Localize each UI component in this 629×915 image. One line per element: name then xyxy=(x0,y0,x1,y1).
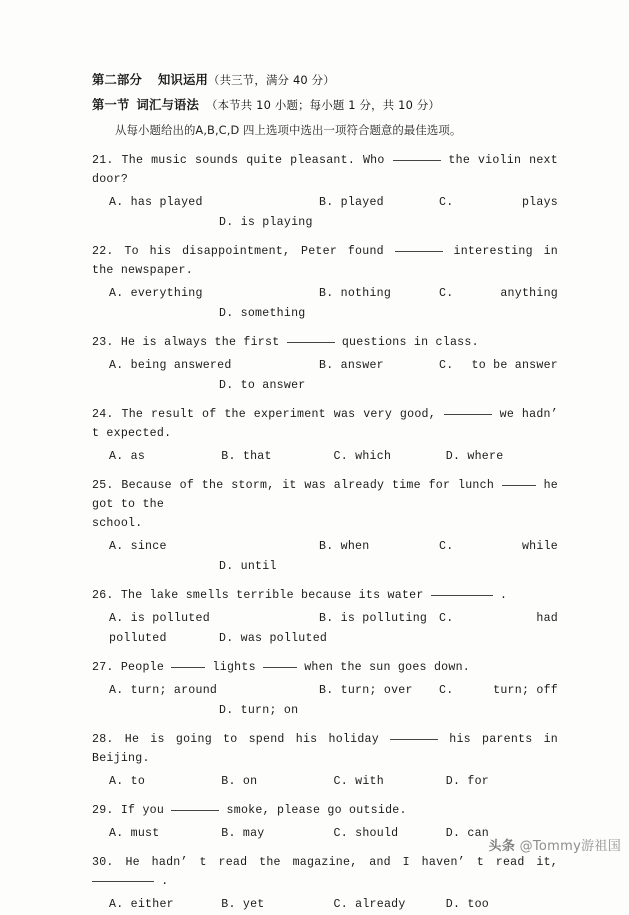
option-wrap-row xyxy=(92,629,558,649)
stem-after: . xyxy=(161,875,169,888)
stem-after: the violin next door? xyxy=(92,154,558,186)
stem-after: . xyxy=(500,589,508,602)
answer-blank xyxy=(287,342,335,343)
option-row xyxy=(92,681,558,701)
question-number: 29. xyxy=(92,804,114,817)
option-d[interactable]: D. until xyxy=(219,560,277,573)
answer-blank xyxy=(431,595,493,596)
option-b[interactable]: B. may xyxy=(221,827,265,840)
stem-before: People xyxy=(120,661,165,674)
option-c-text: to be answer xyxy=(471,359,558,372)
option-c-text: anything xyxy=(500,287,558,300)
option-row xyxy=(92,609,558,629)
option-c-label: C. xyxy=(439,287,454,300)
part-heading-label: 第二部分 xyxy=(92,73,142,87)
option-c-label: C. xyxy=(439,359,454,372)
question-number: 26. xyxy=(92,589,114,602)
stem-after: questions in class. xyxy=(341,336,479,349)
watermark-source: 头条 xyxy=(488,839,516,854)
stem-before: He is always the first xyxy=(120,336,280,349)
option-b[interactable]: B. turn; over xyxy=(319,684,413,697)
stem-before: Because of the storm, it was already time for lunch xyxy=(121,479,495,492)
question-number: 30. xyxy=(92,856,114,869)
option-d[interactable]: D. something xyxy=(219,307,306,320)
option-row xyxy=(92,772,558,792)
option-c[interactable] xyxy=(439,681,558,701)
question-number: 27. xyxy=(92,661,114,674)
question-stem xyxy=(92,476,558,514)
question-30 xyxy=(92,853,558,915)
question-stem xyxy=(92,658,558,677)
option-c[interactable] xyxy=(439,356,558,376)
option-c[interactable] xyxy=(439,284,558,304)
option-b[interactable]: B. when xyxy=(319,540,370,553)
option-d[interactable]: D. was polluted xyxy=(219,632,328,645)
option-row xyxy=(92,895,558,915)
answer-blank xyxy=(390,739,438,740)
stem-continuation: school. xyxy=(92,517,143,530)
option-c-label: C. xyxy=(439,684,454,697)
question-25 xyxy=(92,476,558,577)
watermark-handle: @Tommy游祖国 xyxy=(519,839,621,854)
question-24 xyxy=(92,405,558,467)
option-b[interactable]: B. answer xyxy=(319,359,384,372)
stem-after: interesting in the newspaper. xyxy=(92,245,558,277)
answer-blank xyxy=(92,881,154,882)
section-heading-title: 词汇与语法 xyxy=(136,98,199,112)
question-23 xyxy=(92,333,558,396)
stem-after: smoke, please go outside. xyxy=(226,804,407,817)
option-c[interactable]: C. with xyxy=(333,775,384,788)
question-stem xyxy=(92,853,558,891)
question-26 xyxy=(92,586,558,649)
option-c-label: C. xyxy=(439,540,454,553)
answer-blank-2 xyxy=(263,667,297,668)
question-number: 25. xyxy=(92,479,114,492)
option-c-label: C. xyxy=(439,196,454,209)
option-a[interactable]: A. everything xyxy=(109,287,203,300)
option-c[interactable]: C. already xyxy=(333,898,406,911)
section-heading-meta: （本节共 10 小题；每小题 1 分，共 10 分） xyxy=(206,98,441,112)
option-c-text: turn; off xyxy=(493,684,558,697)
option-a[interactable]: A. has played xyxy=(109,196,203,209)
question-stem xyxy=(92,333,558,352)
option-d[interactable]: D. to answer xyxy=(219,379,306,392)
watermark xyxy=(489,835,621,854)
question-number: 22. xyxy=(92,245,114,258)
stem-before: To his disappointment, Peter found xyxy=(124,245,384,258)
question-number: 23. xyxy=(92,336,114,349)
option-b[interactable]: B. played xyxy=(319,196,384,209)
answer-blank xyxy=(171,810,219,811)
option-row xyxy=(92,356,558,376)
option-c-continuation: polluted xyxy=(109,632,167,645)
question-number: 28. xyxy=(92,733,114,746)
option-c[interactable]: C. should xyxy=(333,827,399,840)
option-d[interactable]: D. for xyxy=(445,775,489,788)
question-22 xyxy=(92,242,558,324)
question-stem xyxy=(92,405,558,443)
option-b[interactable]: B. that xyxy=(221,450,272,463)
option-a[interactable]: A. must xyxy=(109,827,160,840)
option-d[interactable]: D. is playing xyxy=(219,216,313,229)
question-stem xyxy=(92,586,558,605)
question-27 xyxy=(92,658,558,721)
option-c-text: while xyxy=(521,540,558,553)
stem-before: He hadn’ t read the magazine, and I haven’ t read it, xyxy=(125,856,558,869)
option-d[interactable]: D. turn; on xyxy=(219,704,299,717)
question-21 xyxy=(92,151,558,233)
stem-after: he got to the xyxy=(92,479,559,511)
answer-blank xyxy=(444,414,492,415)
option-a[interactable]: A. to xyxy=(109,775,146,788)
option-row xyxy=(92,447,558,467)
option-c[interactable] xyxy=(439,537,558,557)
section-heading-label: 第一节 xyxy=(92,98,130,112)
instruction-text: 从每小题给出的A,B,C,D 四上选项中选出一项符合题意的最佳选项。 xyxy=(115,123,462,137)
option-row xyxy=(92,537,558,557)
option-d[interactable]: D. can xyxy=(445,827,489,840)
answer-blank xyxy=(502,485,536,486)
answer-blank xyxy=(171,667,205,668)
option-a[interactable]: A. either xyxy=(109,898,174,911)
option-a[interactable]: A. is polluted xyxy=(109,612,210,625)
answer-blank xyxy=(393,160,441,161)
stem-after: we hadn’ t expected. xyxy=(92,408,558,440)
part-heading-meta: （共三节，满分 40 分） xyxy=(208,73,335,87)
option-row xyxy=(92,284,558,304)
option-c[interactable] xyxy=(439,609,558,629)
stem-before: The result of the experiment was very good, xyxy=(121,408,436,421)
option-a[interactable]: A. turn; around xyxy=(109,684,218,697)
option-c[interactable] xyxy=(439,193,558,213)
option-a[interactable]: A. being answered xyxy=(109,359,232,372)
option-d[interactable]: D. too xyxy=(445,898,489,911)
question-number: 24. xyxy=(92,408,114,421)
option-row xyxy=(92,193,558,213)
option-c-label: C. xyxy=(439,612,454,625)
question-stem xyxy=(92,801,558,820)
stem-after: when the sun goes down. xyxy=(304,661,470,674)
option-d[interactable]: D. where xyxy=(445,450,504,463)
option-c-text: had xyxy=(536,612,558,625)
option-b[interactable]: B. is polluting xyxy=(319,612,428,625)
option-c-text: plays xyxy=(521,196,558,209)
part-heading xyxy=(92,68,558,93)
document-content xyxy=(92,68,558,915)
option-a[interactable]: A. since xyxy=(109,540,167,553)
stem-before: He is going to spend his holiday xyxy=(124,733,379,746)
stem-before: The lake smells terrible because its water xyxy=(120,589,424,602)
question-stem xyxy=(92,151,558,189)
option-c[interactable]: C. which xyxy=(333,450,392,463)
part-heading-title: 知识运用 xyxy=(158,73,208,87)
question-number: 21. xyxy=(92,154,114,167)
option-b[interactable]: B. yet xyxy=(221,898,265,911)
question-stem xyxy=(92,730,558,768)
stem-before: If you xyxy=(120,804,165,817)
answer-blank xyxy=(395,251,443,252)
option-b[interactable]: B. nothing xyxy=(319,287,392,300)
stem-before: The music sounds quite pleasant. Who xyxy=(121,154,385,167)
option-b[interactable]: B. on xyxy=(221,775,258,788)
stem-after: his parents in Beijing. xyxy=(92,733,558,765)
question-stem xyxy=(92,242,558,280)
section-heading xyxy=(92,93,558,118)
question-28 xyxy=(92,730,558,792)
option-a[interactable]: A. as xyxy=(109,450,146,463)
stem-middle: lights xyxy=(212,661,256,674)
